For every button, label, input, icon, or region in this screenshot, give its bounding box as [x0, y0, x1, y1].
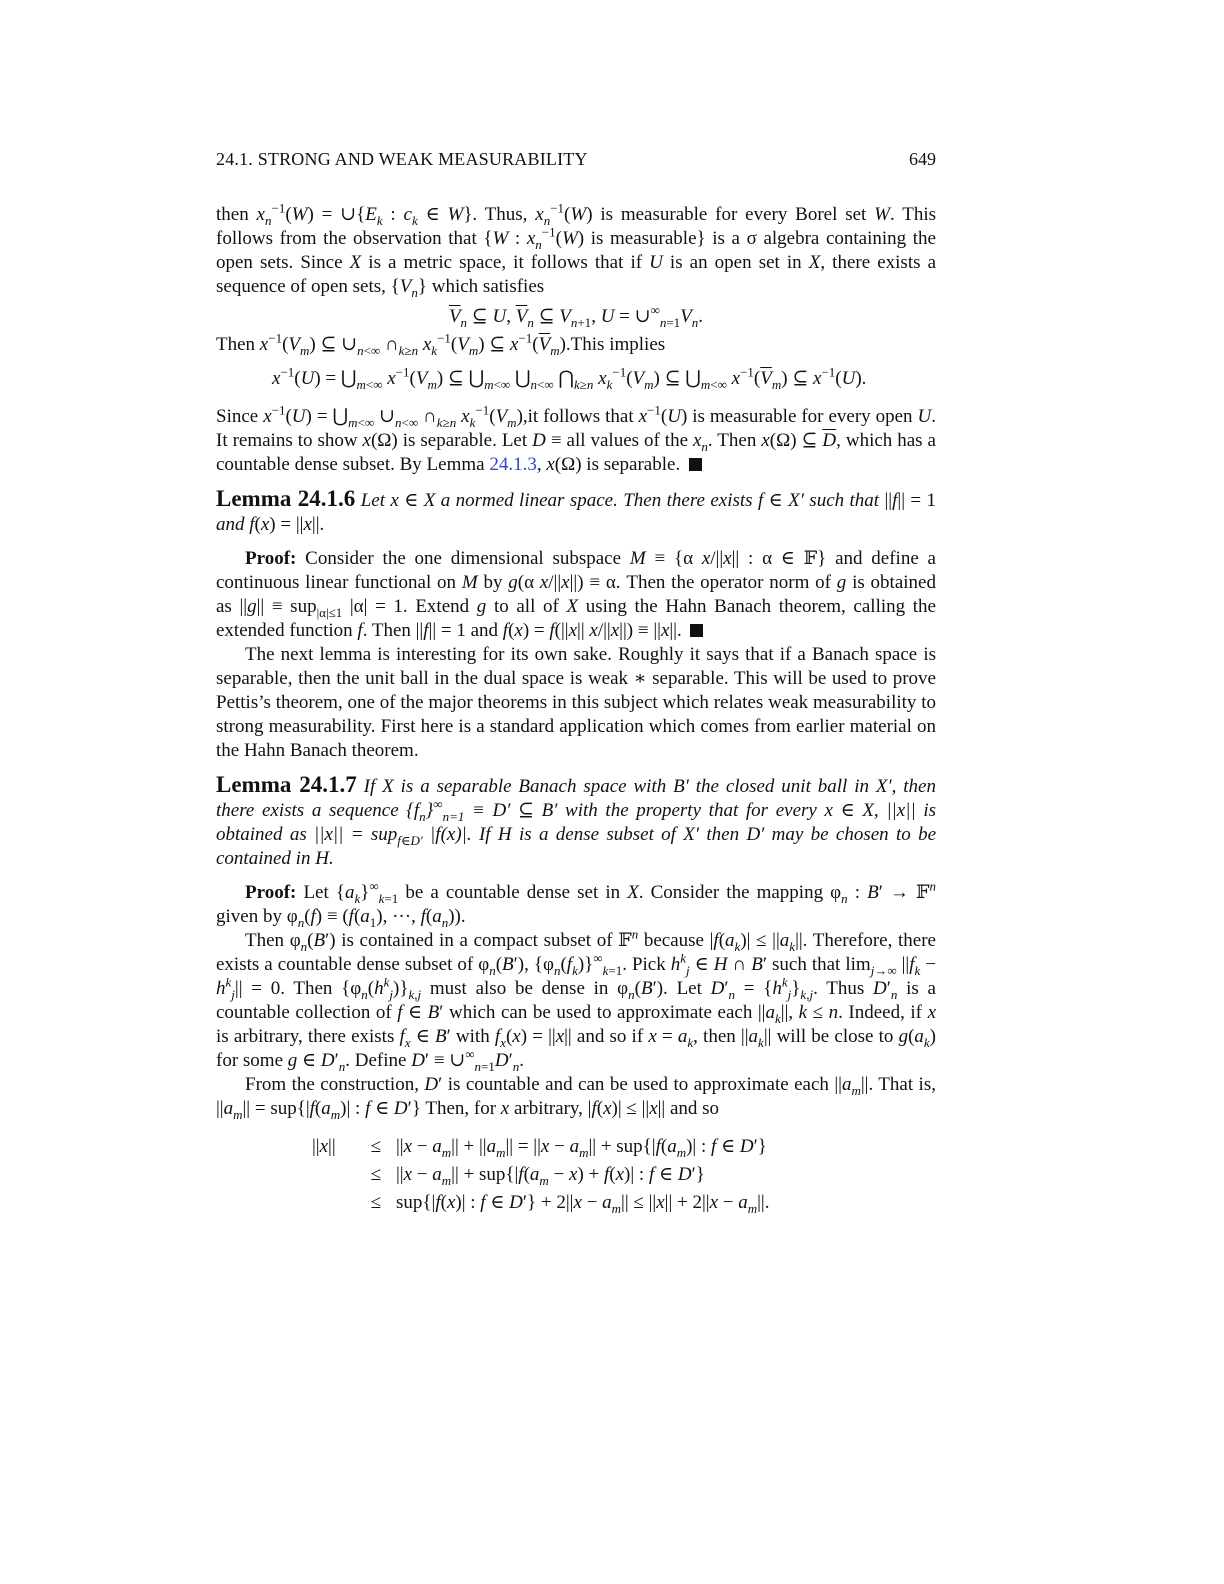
section-title: 24.1. STRONG AND WEAK MEASURABILITY	[216, 149, 588, 169]
qed-symbol	[690, 624, 703, 637]
paragraph-1: then $x_n^{-1}(W)$ = $\cup\{E_k$ : $c_k$ ∈ W}. Thus, $x_n^{-1}(W)$ is measurable for every Borel set W. This follows from the observation that {W : $x_n^{-1}(W)$ is measurable} is a σ algebra containing the open sets. Since X is a metric space, it follows that if U is an open set in X, there exists a sequence of open sets, $\{V_n\}$ which satisfies	[216, 200, 936, 300]
proof-label: Proof:	[245, 882, 297, 903]
inequality-row: $||x|| \le ||x - a_m|| + ||a_m|| = ||x - a_m|| + sup\{|f(a_m)|$ : f ∈ D′}	[312, 1136, 767, 1160]
lemma-2-proof-part-3: From the construction, D′ is countable and can be used to approximate each $||a_m||$. That is, $||a_m|| = sup\{|f(a_m)|$ : f ∈ D′} Then, for x arbitrary, |f(x)| ≤ ||x|| and so	[216, 1074, 936, 1122]
page-number: 649	[909, 149, 936, 169]
lemma-24-1-6: Lemma 24.1.6 Let x ∈ X a normed linear space. Then there exists f ∈ X′ such that ||f|| = 1 and f(x) = ||x||.	[216, 486, 937, 535]
lemma-2-proof-part-1: Proof: Let $\{a_k\}^\infty_{k=1}$ be a countable dense set in X. Consider the mapping $\varphi_n$ : B′ → 𝔽$^n$ given by $\varphi_n(f) \equiv (f(a_1)$, ···, $f(a_n)$).	[216, 878, 936, 930]
lemma-reference-link[interactable]: 24.1.3	[489, 454, 537, 475]
lemma-label: Lemma 24.1.6	[216, 486, 356, 511]
display-equation-1: $\overline{V}_n$ ⊆ U, $\overline{V}_n$ ⊆ $V_{n+1}$, $U = \cup^\infty_{n=1}V_n$.	[448, 302, 704, 330]
lemma-2-proof-part-2: Then $\varphi_n(B')$ is contained in a compact subset of 𝔽$^n$ because $|f(a_k)| \le ||a_k||$. Therefore, there exists a countable dense subset of $\varphi_n(B')$, $\{\varphi_n(f_k)\}^\infty_{k=1}$. Pick $h^k_j$ ∈ H ∩ B′ such that $\lim_{j\to\infty} ||f_k - h^k_j|| = 0$. Then $\{\varphi_n(h^k_j)\}_{k,j}$ must also be dense in $\varphi_n(B')$. Let $D'_n = \{h^k_j\}_{k,j}$. Thus $D'_n$ is a countable collection of f ∈ B′ which can be used to approximate each $||a_k||$, k ≤ n. Indeed, if x is arbitrary, there exists $f_x$ ∈ B′ with $f_x(x) = ||x||$ and so if $x = a_k$, then $||a_k||$ will be close to $g(a_k)$ for some g ∈ $D'_n$. Define $D' \equiv \cup^\infty_{n=1}D'_n$.	[216, 926, 937, 1074]
lemma-1-proof: Proof: Consider the one dimensional subspace M ≡ {α x/||x|| : α ∈ 𝔽} and define a continuous linear functional on M by g(α x/||x||) ≡ α. Then the operator norm of g is obtained as ||g|| ≡ sup$_{|\alpha|\le 1}$ |α| = 1. Extend g to all of X using the Hahn Banach theorem, calling the extended function f. Then ||f|| = 1 and f(x) = f(||x|| x/||x||) ≡ ||x||.	[216, 548, 936, 641]
proof-label: Proof:	[245, 548, 297, 569]
inequality-row: ≤ $||x - a_m|| + sup\{|f(a_m - x) + f(x)|$ : f ∈ D′}	[370, 1164, 705, 1188]
interlude-paragraph: The next lemma is interesting for its own sake. Roughly it says that if a Banach space is separable, then the unit ball in the dual space is weak ∗ separable. This will be used to prove Pettis’s theorem, one of the major theorems in this subject which relates weak measurability to strong measurability. First here is a standard application which comes from earlier material on the Hahn Banach theorem.	[216, 644, 936, 761]
paragraph-2: Then $x^{-1}(V_m)$ ⊆ $\cup_{n<\infty}$ $\cap_{k\ge n}$ $x_k^{-1}(V_m)$ ⊆ $x^{-1}(\overline{V}_m).This$ implies	[216, 330, 666, 358]
inequality-chain	[312, 1135, 936, 1219]
display-equation-2: $x^{-1}(U)$ = $⋃_{m<\infty}$ $x^{-1}(V_m)$ ⊆ $⋃_{m<\infty}$ $⋃_{n<\infty}$ $⋂_{k\ge n}$ $x_k^{-1}(V_m)$ ⊆ $⋃_{m<\infty}$ $x^{-1}(\overline{V}_m)$ ⊆ $x^{-1}(U)$.	[272, 364, 867, 392]
inequality-row: ≤ sup{|f(x)| : f ∈ $D'\} + 2||x - a_m|| \le ||x|| + 2||x - a_m||$.	[370, 1192, 770, 1216]
lemma-statement: Let x ∈ X a normed linear space. Then there exists f ∈ X′ such that	[360, 490, 880, 511]
lemma-statement: If X is a separable Banach space with B′ the closed unit ball in X′, then there exists a sequence $\{f_n\}^\infty_{n=1} \equiv D'$ ⊆ B′ with the property that for every x ∈ X, ||x|| is obtained as ||x|| = sup$_{f\in D'}$ |f(x)|. If H is a dense subset of X′ then D′ may be chosen to be contained in H.	[216, 776, 937, 869]
paragraph-3: Since $x^{-1}(U)$ = $⋃_{m<\infty}$ $\cup_{n<\infty}$ $\cap_{k\ge n}$ $x_k^{-1}(V_m),it$ follows that $x^{-1}(U)$ is measurable for every open U. It remains to show x(Ω) is separable. Let D ≡ all values of the $x_n$. Then x(Ω) ⊆ $\overline{D}$, which has a countable dense subset. By Lemma 24.1.3, x(Ω) is separable.	[216, 402, 936, 475]
running-header	[216, 147, 936, 171]
page-body	[216, 200, 937, 1219]
lemma-label: Lemma 24.1.7	[216, 772, 357, 797]
qed-symbol	[689, 458, 702, 471]
lemma-24-1-7	[216, 773, 936, 871]
